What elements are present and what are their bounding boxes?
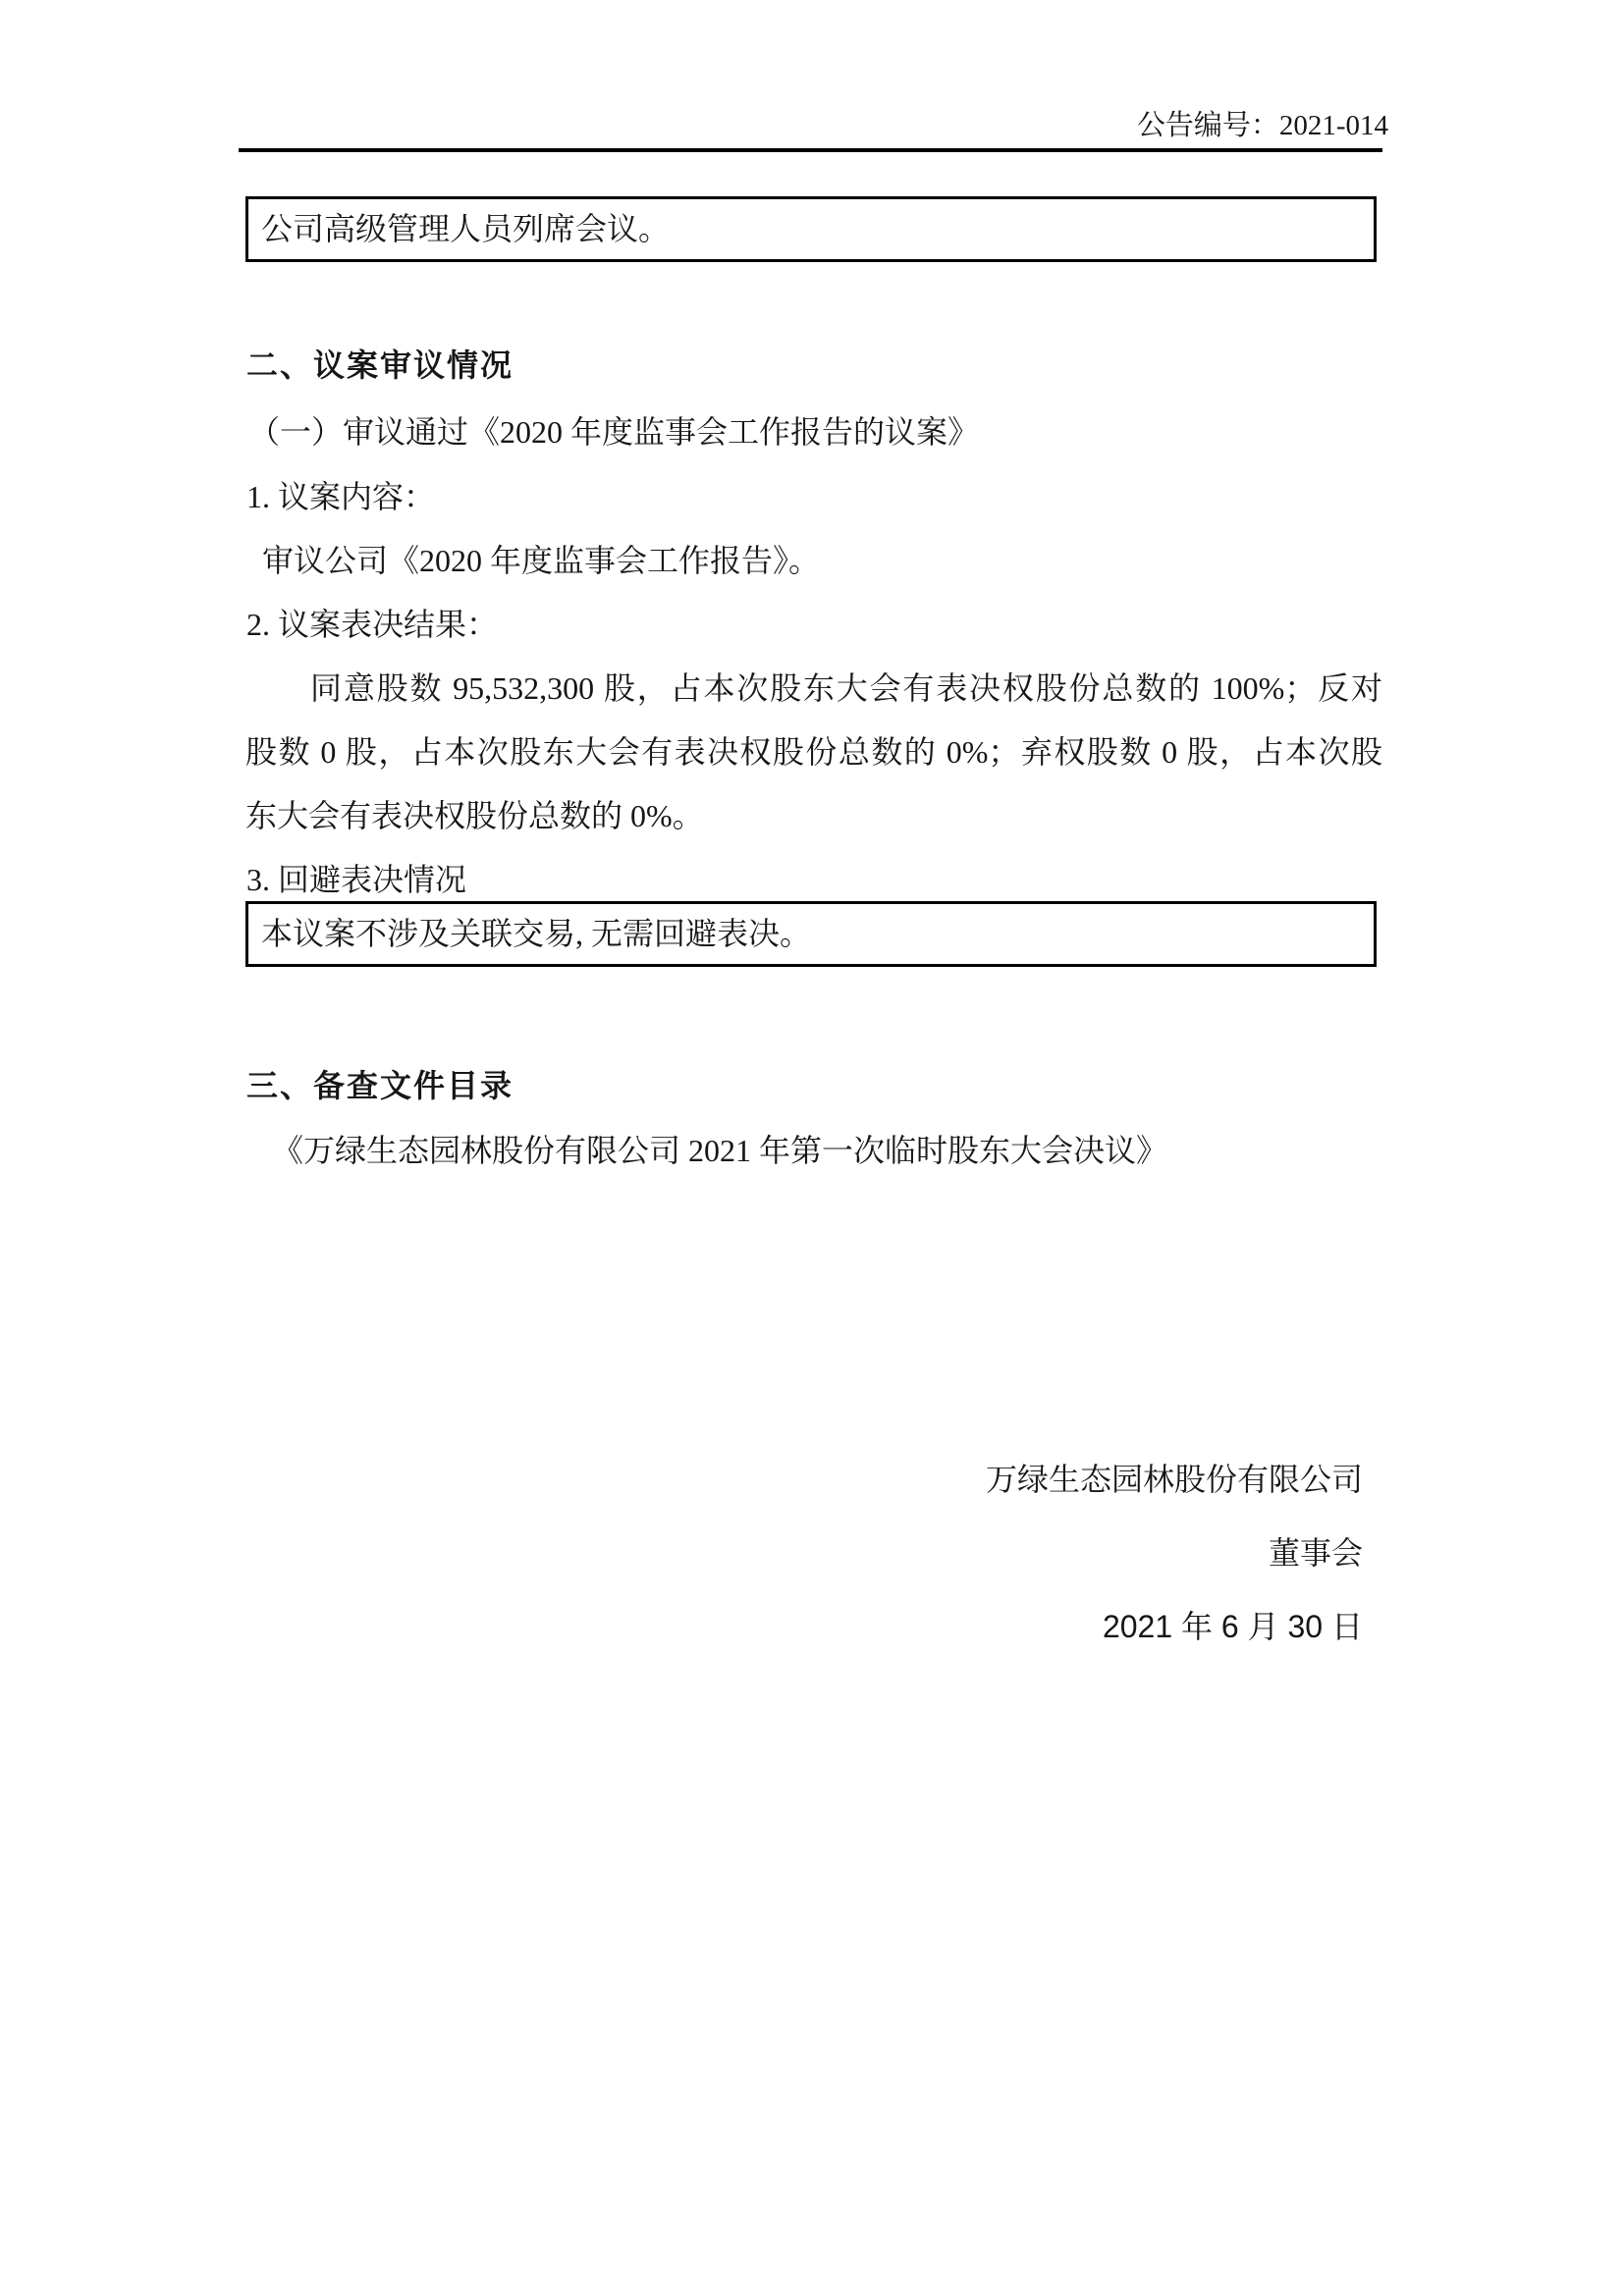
recusal-label: 3. 回避表决情况	[246, 862, 467, 897]
attendance-note-box	[245, 196, 1377, 262]
recusal-note-box	[245, 901, 1377, 967]
vote-result-label: 2. 议案表决结果：	[246, 607, 499, 642]
signature-company-name: 万绿生态园林股份有限公司	[985, 1462, 1363, 1497]
reference-document-title: 《万绿生态园林股份有限公司 2021 年第一次临时股东大会决议》	[272, 1133, 1168, 1168]
announcement-number: 公告编号：2021-014	[1136, 110, 1388, 141]
section3-heading: 三、备查文件目录	[246, 1068, 514, 1103]
proposal-content-label: 1. 议案内容：	[246, 479, 436, 514]
signature-date: 2021 年 6 月 30 日	[1102, 1609, 1363, 1644]
section2-item-title: （一）审议通过《2020 年度监事会工作报告的议案》	[248, 414, 980, 450]
header-divider-line	[239, 148, 1382, 152]
proposal-content-text: 审议公司《2020 年度监事会工作报告》。	[262, 543, 821, 578]
attendance-note-text: 公司高级管理人员列席会议。	[261, 211, 671, 246]
vote-result-line3: 东大会有表决权股份总数的 0%。	[245, 798, 704, 833]
section2-heading: 二、议案审议情况	[246, 347, 514, 383]
vote-result-line1: 同意股数 95,532,300 股，占本次股东大会有表决权股份总数的 100%；反对	[310, 670, 1382, 706]
recusal-note-text: 本议案不涉及关联交易, 无需回避表决。	[261, 916, 812, 951]
vote-result-line2: 股数 0 股，占本次股东大会有表决权股份总数的 0%；弃权股数 0 股，占本次股	[245, 734, 1382, 770]
signature-board: 董事会	[1268, 1535, 1363, 1571]
